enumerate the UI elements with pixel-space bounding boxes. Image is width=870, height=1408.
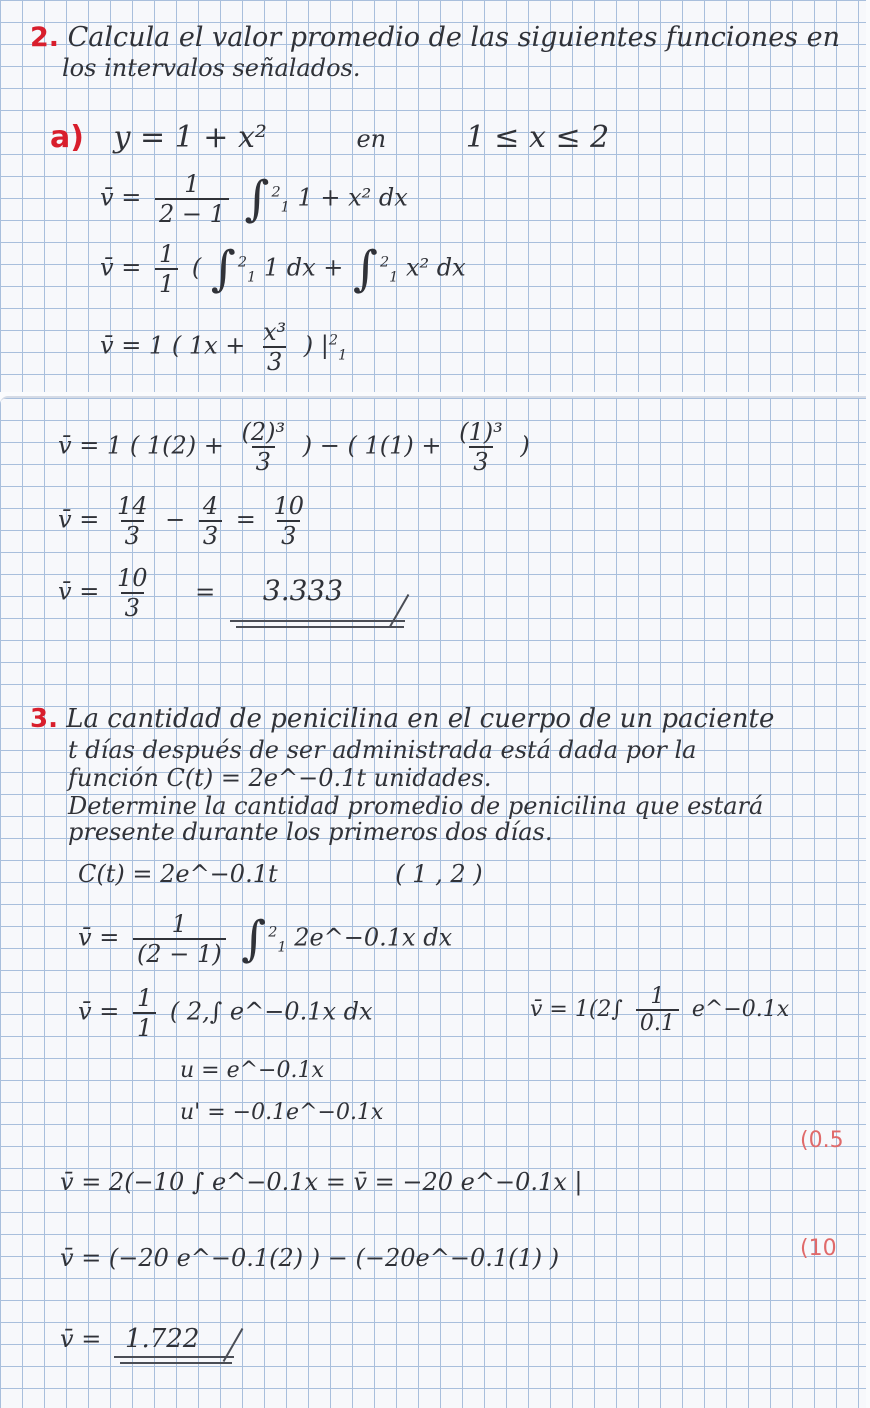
margin-note-2: (10 <box>800 1236 837 1261</box>
problem2-statement-line2: los intervalos señalados. <box>62 54 361 82</box>
result-underline-1 <box>230 620 405 622</box>
problem2-number: 2. <box>30 22 60 53</box>
problem3-step5: v̄ = 1.722 <box>60 1324 200 1354</box>
part-a-step6: v̄ = $\frac{10}{3}$ = 3.333 <box>58 564 344 622</box>
problem3-statement-line2: t días después de ser administrada está dada por la <box>68 736 697 764</box>
part-a-label: a) <box>50 120 84 155</box>
part-a-step4: v̄ = 1 ( 1(2) + $\frac{\text{(2)³}}{3}$ ) − ( 1(1) + $\frac{\text{(1)³}}{3}$ ) <box>58 418 530 476</box>
part-a-step5: v̄ = $\frac{14}{3}$ − $\frac{4}{3}$ = $\frac{10}{3}$ <box>58 492 305 550</box>
result-underline-2 <box>236 626 404 628</box>
problem3-result: 1.722 <box>124 1324 200 1354</box>
problem3-statement-line1: 3. La cantidad de penicilina en el cuerpo de un paciente <box>30 704 775 734</box>
problem3-step2: v̄ = $\frac{1}{1}$ ( 2,∫ e^−0.1x dx <box>78 984 373 1042</box>
problem3-statement-line4: Determine la cantidad promedio de penicilina que estará <box>68 792 764 820</box>
part-a-header <box>50 120 609 155</box>
problem3-u-def: u = e^−0.1x <box>180 1058 324 1083</box>
worksheet-bottom <box>0 396 866 1408</box>
part-a-result: 3.333 <box>262 573 344 607</box>
part-a-function: y = 1 + x² <box>113 120 267 155</box>
problem3-step2-side: v̄ = 1(2∫ $\frac{1}{0.1}$ e^−0.1x <box>530 984 790 1036</box>
problem3-du-def: u' = −0.1e^−0.1x <box>180 1100 384 1125</box>
problem3-step1: v̄ = $\frac{1}{(2 - 1)}$ ∫ $^2_1$ 2e^−0.1x dx <box>78 910 453 968</box>
problem3-statement-line5: presente durante los primeros dos días. <box>68 818 553 846</box>
part-a-en: en <box>356 125 387 153</box>
problem3-statement-line3: función C(t) = 2e^−0.1t unidades. <box>68 764 492 792</box>
result3-underline-1 <box>114 1356 234 1358</box>
problem3-number: 3. <box>30 704 58 734</box>
part-a-step3: v̄ = 1 ( 1x + $\frac{\text{x³}}{3}$ ) $|^2_1$ <box>100 318 348 376</box>
result-check-mark <box>389 594 410 628</box>
part-a-interval: 1 ≤ x ≤ 2 <box>465 120 610 155</box>
result3-underline-2 <box>120 1362 232 1364</box>
problem3-step4: v̄ = (−20 e^−0.1(2) ) − (−20e^−0.1(1) ) <box>60 1244 560 1272</box>
margin-note-1: (0.5 <box>800 1128 844 1153</box>
part-a-step2: v̄ = $\frac{1}{1}$ ( ∫ $^2_1$ 1 dx + ∫ $^2_1$ x² dx <box>100 240 466 298</box>
worksheet-top <box>0 0 866 392</box>
problem2-statement-line1: 2. Calcula el valor promedio de las siguientes funciones en <box>30 22 840 53</box>
part-a-step1: v̄ = $\frac{1}{2 - 1}$ ∫ $^2_1$ 1 + x² dx <box>100 170 408 228</box>
problem3-given: C(t) = 2e^−0.1t ( 1 , 2 ) <box>78 860 483 888</box>
problem3-step3: v̄ = 2(−10 ∫ e^−0.1x = v̄ = −20 e^−0.1x | <box>60 1168 583 1196</box>
